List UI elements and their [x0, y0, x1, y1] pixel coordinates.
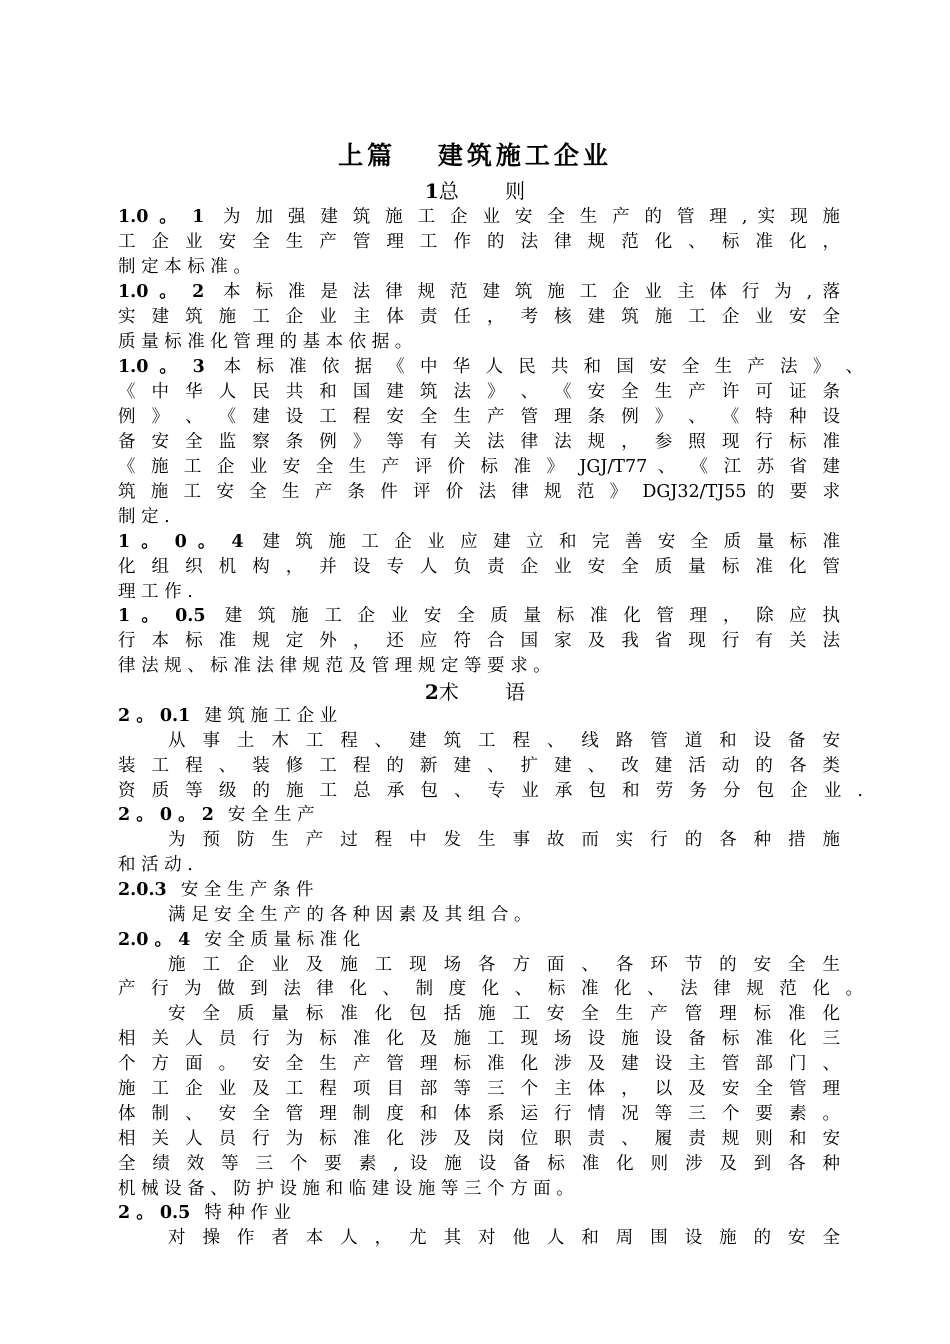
clause-number: 1.0 。 2 — [118, 282, 205, 302]
text-line — [118, 480, 840, 505]
line-text: 制 定 . — [118, 507, 170, 527]
line-text: 装 工 程 、 装 修 工 程 的 新 建 、 扩 建 、 改 建 活 动 的 各 类 — [118, 756, 840, 776]
line-text: 建 筑 施 工 企 业 应 建 立 和 完 善 安 全 质 量 标 准 — [257, 532, 840, 552]
text-line — [118, 1201, 291, 1226]
line-text: 理 工 作 . — [118, 582, 193, 602]
text-line — [168, 1226, 840, 1251]
text-line — [118, 555, 840, 580]
line-text: 体 制 、 安 全 管 理 制 度 和 体 系 运 行 情 况 等 三 个 要 素 。 — [118, 1104, 840, 1124]
text-line — [118, 803, 315, 828]
text-line — [118, 455, 840, 480]
line-text: 建 筑 施 工 企 业 — [204, 706, 338, 726]
text-line — [118, 1027, 840, 1052]
clause-number: 2.0.3 — [118, 880, 167, 900]
chapter-heading-terms — [0, 679, 950, 705]
line-text: 相 关 人 员 行 为 标 准 化 及 施 工 现 场 设 施 设 备 标 准 化 三 — [118, 1029, 840, 1049]
line-text: 建 筑 施 工 企 业 安 全 质 量 标 准 化 管 理 ， 除 应 执 — [219, 606, 840, 626]
text-line — [118, 977, 863, 1002]
line-text: 化 组 织 机 构 ， 并 设 专 人 负 责 企 业 安 全 质 量 标 准 化 管 — [118, 557, 840, 577]
line-text: 施 工 企 业 及 工 程 项 目 部 等 三 个 主 体 ， 以 及 安 全 管 理 — [118, 1079, 840, 1099]
line-text: 特 种 作 业 — [204, 1203, 292, 1223]
line-text: 律 法 规 、 标 准 法 律 规 范 及 管 理 规 定 等 要 求 。 — [118, 656, 551, 676]
chapter-title: 术 语 — [438, 680, 526, 704]
text-line — [168, 953, 840, 978]
line-text: 例 》 、 《 建 设 工 程 安 全 生 产 管 理 条 例 》 、 《 特 种 设 — [118, 407, 840, 427]
clause-number: 2 。 0.1 — [118, 706, 191, 726]
line-text: 行 本 标 准 规 定 外 ， 还 应 符 合 国 家 及 我 省 现 行 有 关 法 — [118, 631, 840, 651]
text-line — [168, 828, 840, 853]
text-line — [168, 903, 531, 928]
text-line — [168, 1002, 840, 1027]
line-text: 制 定 本 标 准 。 — [118, 257, 251, 277]
chapter-heading-general — [0, 178, 950, 204]
text-line — [118, 305, 840, 330]
clause-number: 1.0 。 3 — [118, 357, 205, 377]
text-line — [118, 1052, 840, 1077]
clause-number: 1 。 0 。 4 — [118, 532, 244, 552]
text-line — [118, 853, 193, 878]
text-line — [118, 704, 337, 729]
text-line — [118, 1102, 840, 1127]
clause-number: 2.0 。 4 — [118, 930, 191, 950]
text-line — [118, 779, 863, 804]
line-text: 对 操 作 者 本 人 ， 尤 其 对 他 人 和 周 围 设 施 的 安 全 — [168, 1228, 840, 1248]
line-text: 本 标 准 依 据 《 中 华 人 民 共 和 国 安 全 生 产 法 》 、 — [218, 357, 863, 377]
text-line — [118, 928, 360, 953]
line-text: 相 关 人 员 行 为 标 准 化 涉 及 岗 位 职 责 、 履 责 规 则 和 安 — [118, 1129, 840, 1149]
line-text: 从 事 土 木 工 程 、 建 筑 工 程 、 线 路 管 道 和 设 备 安 — [168, 731, 840, 751]
line-text: 产 行 为 做 到 法 律 化 、 制 度 化 、 标 准 化 、 法 律 规 范 化 。 — [118, 979, 863, 999]
chapter-title: 总 则 — [438, 179, 526, 203]
text-line — [118, 754, 840, 779]
text-line — [118, 878, 314, 903]
text-line — [118, 629, 840, 654]
text-line — [118, 604, 840, 629]
line-text: 筑 施 工 安 全 生 产 条 件 评 价 法 律 规 范 》 DGJ32/TJ55 的 要 求 — [118, 482, 840, 502]
line-text: 和 活 动 . — [118, 855, 193, 875]
line-text: 个 方 面 。 安 全 生 产 管 理 标 准 化 涉 及 建 设 主 管 部 门 、 — [118, 1054, 840, 1074]
text-line — [118, 280, 840, 305]
clause-number: 1 。 0.5 — [118, 606, 206, 626]
line-text: 满 足 安 全 生 产 的 各 种 因 素 及 其 组 合 。 — [168, 905, 532, 925]
chapter-number: 2 — [424, 680, 439, 704]
line-text: 为 预 防 生 产 过 程 中 发 生 事 故 而 实 行 的 各 种 措 施 — [168, 830, 840, 850]
text-line — [118, 255, 251, 280]
text-line — [118, 205, 840, 230]
line-text: 施 工 企 业 及 施 工 现 场 各 方 面 、 各 环 节 的 安 全 生 — [168, 955, 840, 975]
clause-number: 2 。 0 。 2 — [118, 805, 214, 825]
text-line — [118, 505, 170, 530]
text-line — [118, 1177, 574, 1202]
text-line — [118, 355, 863, 380]
text-line — [118, 430, 840, 455]
line-text: 安 全 生 产 — [227, 805, 315, 825]
chapter-number: 1 — [424, 179, 439, 203]
text-line — [118, 330, 412, 355]
text-line — [118, 380, 840, 405]
line-text: 工 企 业 安 全 生 产 管 理 工 作 的 法 律 规 范 化 、 标 准 化 ， — [118, 232, 840, 252]
line-text: 安 全 质 量 标 准 化 包 括 施 工 安 全 生 产 管 理 标 准 化 — [168, 1004, 840, 1024]
clause-number: 1.0 。 1 — [118, 207, 205, 227]
page-title: 上篇 建筑施工企业 — [338, 141, 612, 170]
text-line — [118, 654, 551, 679]
text-line — [118, 230, 840, 255]
line-text: 全 绩 效 等 三 个 要 素 , 设 施 设 备 标 准 化 则 涉 及 到 各 种 — [118, 1154, 840, 1174]
line-text: 为 加 强 建 筑 施 工 企 业 安 全 生 产 的 管 理 , 实 现 施 — [218, 207, 840, 227]
text-line — [118, 530, 840, 555]
line-text: 安 全 生 产 条 件 — [180, 880, 314, 900]
text-line — [118, 580, 193, 605]
text-line — [118, 1127, 840, 1152]
text-line — [118, 405, 840, 430]
text-line — [168, 729, 840, 754]
clause-number: 2 。 0.5 — [118, 1203, 191, 1223]
line-text: 质 量 标 准 化 管 理 的 基 本 依 据 。 — [118, 332, 413, 352]
line-text: 本 标 准 是 法 律 规 范 建 筑 施 工 企 业 主 体 行 为 , 落 — [218, 282, 840, 302]
line-text: 资 质 等 级 的 施 工 总 承 包 、 专 业 承 包 和 劳 务 分 包 企 业 . — [118, 781, 863, 801]
line-text: 实 建 筑 施 工 企 业 主 体 责 任 ， 考 核 建 筑 施 工 企 业 安 全 — [118, 307, 840, 327]
text-line — [118, 1077, 840, 1102]
line-text: 《 施 工 企 业 安 全 生 产 评 价 标 准 》 JGJ/T77 、 《 江 苏 省 建 — [118, 457, 840, 477]
line-text: 备 安 全 监 察 条 例 》 等 有 关 法 律 法 规 ， 参 照 现 行 标 准 — [118, 432, 840, 452]
line-text: 安 全 质 量 标 准 化 — [204, 930, 361, 950]
line-text: 机 械 设 备 、 防 护 设 施 和 临 建 设 施 等 三 个 方 面 。 — [118, 1179, 574, 1199]
text-line — [118, 1152, 840, 1177]
line-text: 《 中 华 人 民 共 和 国 建 筑 法 》 、 《 安 全 生 产 许 可 证 条 — [118, 382, 840, 402]
